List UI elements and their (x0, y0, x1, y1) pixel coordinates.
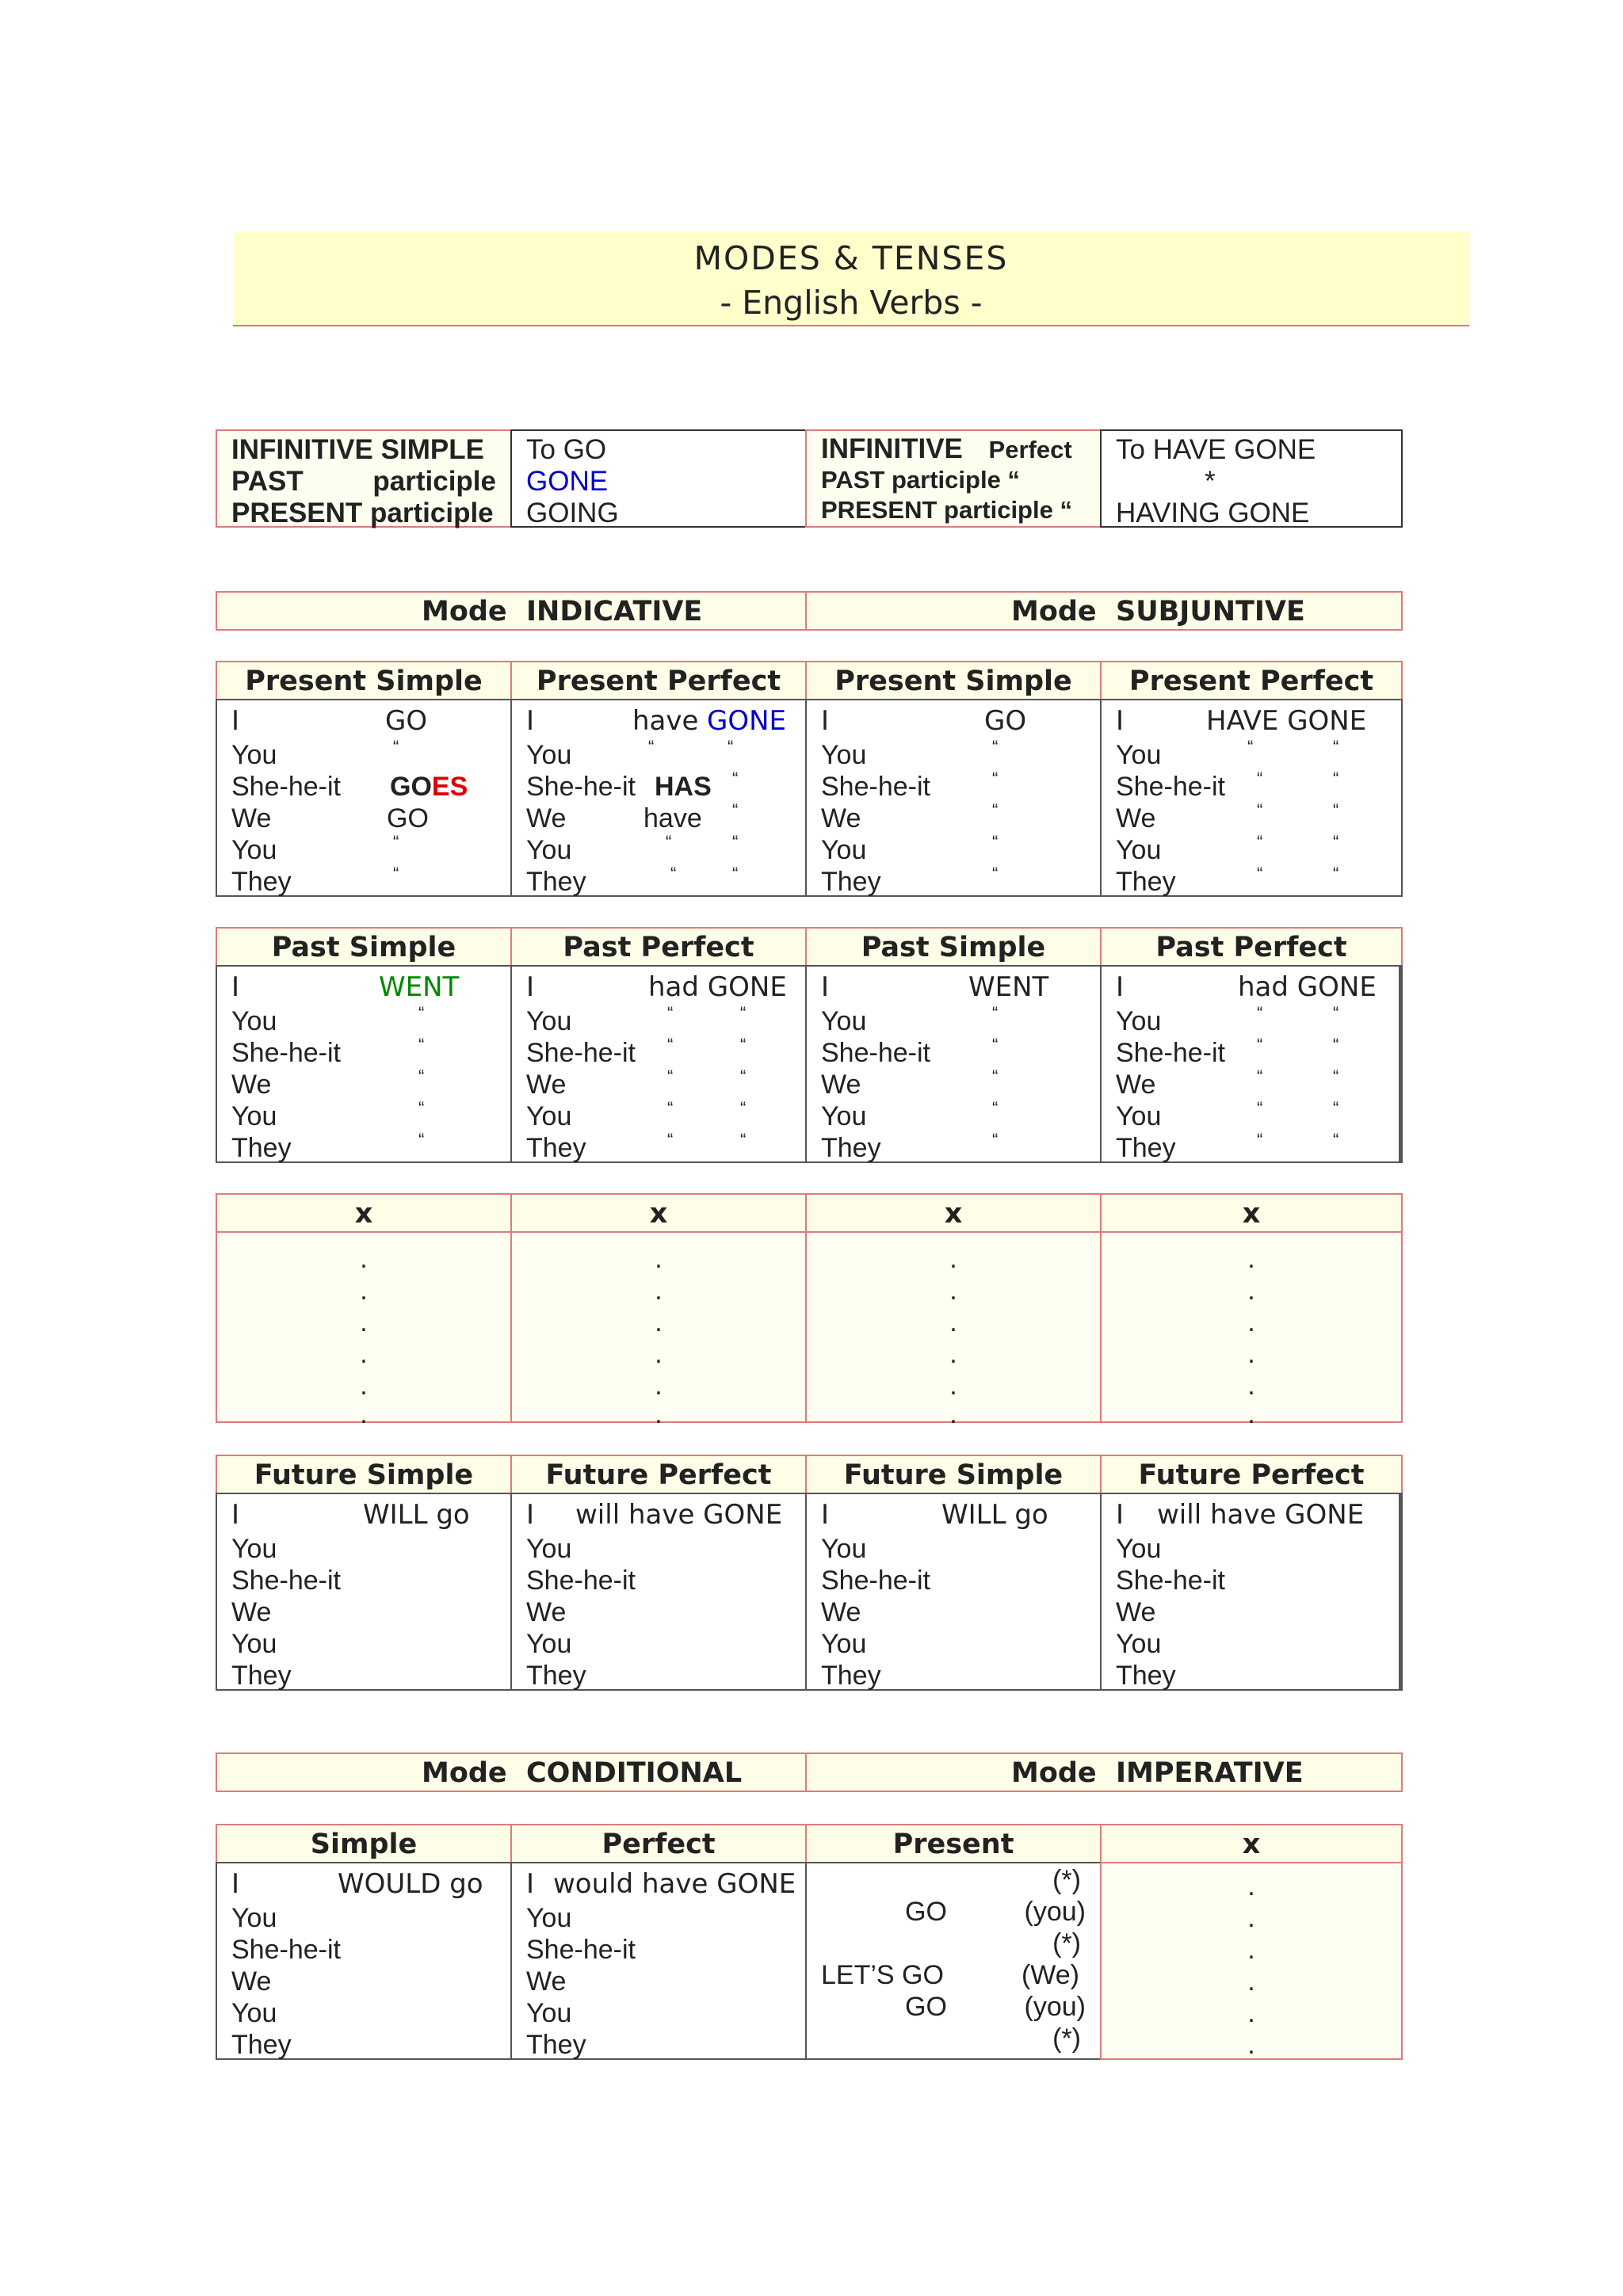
ditto-mark: “ (992, 1003, 999, 1023)
mode-name-conditional: CONDITIONAL (526, 1757, 743, 1789)
verb-will-go: WILL go (363, 1499, 470, 1531)
ditto-mark: “ (740, 1003, 747, 1023)
ditto-mark: “ (393, 737, 399, 757)
table-sub-present-simple (805, 699, 1102, 897)
pronoun-i: I (231, 1499, 240, 1531)
pronoun-you-plural: You (1116, 1101, 1162, 1131)
verb-go: GO (385, 705, 428, 737)
blank-cell-3 (805, 1231, 1102, 1429)
ditto-mark: “ (992, 1066, 999, 1086)
dot-marker: . (655, 1244, 663, 1274)
ditto-mark: “ (740, 1098, 747, 1118)
verb-goes (390, 772, 468, 803)
header-sub-past-simple: Past Simple (805, 927, 1102, 967)
dot-marker: . (1247, 1903, 1255, 1933)
infinitive-perfect-values (1100, 429, 1403, 528)
pronoun-they: They (821, 1661, 881, 1691)
ditto-mark: “ (1333, 832, 1339, 852)
ditto-mark: “ (1333, 769, 1339, 788)
blank-cell-4 (1100, 1231, 1403, 1429)
dot-marker: . (949, 1276, 957, 1306)
mode-bar-imperative (805, 1753, 1403, 1792)
ditto-mark: “ (740, 1066, 747, 1086)
pronoun-you: You (821, 1534, 867, 1564)
header-ind-past-simple: Past Simple (216, 927, 512, 967)
ditto-mark: “ (667, 1098, 674, 1118)
pronoun-you-plural: You (526, 1101, 572, 1131)
value-going: GOING (526, 498, 619, 528)
verb-went: WENT (968, 971, 1049, 1003)
ditto-mark: “ (992, 1035, 999, 1055)
pronoun-i: I (526, 971, 535, 1003)
ditto-mark: “ (418, 1098, 425, 1118)
ditto-mark: “ (1333, 800, 1339, 820)
label-infinitive-simple: INFINITIVE SIMPLE (231, 434, 484, 465)
verb-went: WENT (379, 971, 460, 1003)
pronoun-they: They (1116, 867, 1176, 897)
pronoun-i: I (821, 971, 830, 1003)
verb-goes-suffix: ES (431, 772, 468, 802)
verb-will-go: WILL go (941, 1499, 1048, 1531)
verb-go-we: GO (387, 803, 429, 833)
verb-go: GO (984, 705, 1027, 737)
pronoun-they: They (526, 2030, 586, 2060)
dot-marker: . (655, 1339, 663, 1369)
ditto-mark: “ (393, 864, 399, 883)
imp-verb: GO (905, 1897, 947, 1927)
pronoun-they: They (231, 2030, 292, 2060)
header-ind-past-perfect: Past Perfect (510, 927, 807, 967)
mode-name-indicative: INDICATIVE (526, 596, 703, 627)
pronoun-we: We (821, 1070, 861, 1100)
ditto-mark: “ (732, 769, 739, 788)
dot-marker: . (1247, 1935, 1255, 1965)
table-ind-future-perfect (510, 1493, 807, 1691)
header-sub-present-perfect: Present Perfect (1100, 661, 1403, 700)
ditto-mark: “ (992, 864, 999, 883)
dot-marker: . (655, 1307, 663, 1337)
header-ind-present-simple: Present Simple (216, 661, 512, 700)
pronoun-you: You (526, 740, 572, 770)
pronoun-they: They (1116, 1133, 1176, 1163)
dot-marker: . (360, 1399, 368, 1429)
dot-marker: . (1247, 1276, 1255, 1306)
dot-marker: . (1247, 1307, 1255, 1337)
dot-marker: . (949, 1399, 957, 1429)
dot-marker: . (949, 1371, 957, 1401)
ditto-mark: “ (1257, 800, 1263, 820)
pronoun-we: We (526, 1597, 567, 1627)
pronoun-you: You (1116, 1534, 1162, 1564)
dot-marker: . (655, 1399, 663, 1429)
ditto-mark: “ (418, 1003, 425, 1023)
pronoun-you: You (231, 1534, 277, 1564)
verb-will-have-gone: will have GONE (575, 1499, 783, 1531)
verb-had-gone: had GONE (648, 971, 787, 1003)
pronoun-you-plural: You (821, 1629, 867, 1659)
pronoun-i: I (231, 1868, 240, 1900)
ditto-mark: “ (666, 832, 672, 852)
mode-bar-conditional (216, 1753, 807, 1792)
imp-note: (*) (1052, 2023, 1081, 2054)
ditto-mark: “ (1257, 832, 1263, 852)
mode-name-subjuntive: SUBJUNTIVE (1116, 596, 1305, 627)
pronoun-you: You (526, 1903, 572, 1933)
pronoun-i: I (231, 705, 240, 737)
dot-marker: . (1247, 1998, 1255, 2028)
ditto-mark: “ (667, 1035, 674, 1055)
label-past-participle: PAST participle “ (821, 466, 1020, 494)
pronoun-they: They (526, 867, 586, 897)
ditto-mark: “ (1257, 1066, 1263, 1086)
dot-marker: . (655, 1371, 663, 1401)
pronoun-they: They (821, 867, 881, 897)
label-participle: participle (372, 466, 496, 497)
infinitive-perfect-labels (805, 429, 1102, 528)
pronoun-you: You (231, 740, 277, 770)
label-present-participle-2: PRESENT participle “ (821, 496, 1072, 524)
table-sub-future-perfect (1100, 1493, 1403, 1691)
pronoun-we: We (526, 803, 567, 833)
mode-bar-subjuntive (805, 591, 1403, 631)
imp-verb: LET’S GO (821, 1960, 944, 1990)
dot-marker: . (1247, 1871, 1255, 1901)
pronoun-she-he-it: She-he-it (231, 1566, 341, 1596)
pronoun-they: They (231, 1133, 292, 1163)
dot-marker: . (1247, 1244, 1255, 1274)
imp-note: (*) (1052, 1928, 1081, 1958)
table-ind-present-simple (216, 699, 512, 897)
pronoun-you-plural: You (526, 835, 572, 865)
table-ind-past-perfect (510, 965, 807, 1163)
pronoun-i: I (1116, 1499, 1125, 1531)
pronoun-you: You (231, 1903, 277, 1933)
ditto-mark: “ (418, 1035, 425, 1055)
header-cond-simple: Simple (216, 1824, 512, 1863)
pronoun-we: We (231, 1597, 272, 1627)
header-ind-future-simple: Future Simple (216, 1455, 512, 1494)
aux-have-we: have (643, 803, 702, 833)
mode-name-imperative: IMPERATIVE (1116, 1757, 1304, 1789)
pronoun-you-plural: You (1116, 835, 1162, 865)
infinitive-simple-values (510, 429, 807, 528)
dot-marker: . (360, 1371, 368, 1401)
pronoun-she-he-it: She-he-it (1116, 1566, 1225, 1596)
pronoun-she-he-it: She-he-it (821, 1566, 930, 1596)
mode-bar-indicative (216, 591, 807, 631)
dot-marker: . (1247, 1339, 1255, 1369)
table-ind-future-simple (216, 1493, 512, 1691)
header-blank-1: x (216, 1193, 512, 1233)
table-imp-present (805, 1862, 1102, 2060)
pronoun-you-plural: You (231, 1998, 277, 2028)
ditto-mark: “ (670, 864, 677, 883)
ditto-mark: “ (740, 1035, 747, 1055)
pronoun-we: We (821, 1597, 861, 1627)
pronoun-i: I (526, 1499, 535, 1531)
pronoun-you-plural: You (821, 1101, 867, 1131)
header-ind-present-perfect: Present Perfect (510, 661, 807, 700)
pronoun-they: They (821, 1133, 881, 1163)
ditto-mark: “ (740, 1130, 747, 1150)
table-cond-simple (216, 1862, 512, 2060)
pronoun-you: You (821, 1006, 867, 1036)
mode-label: Mode (1011, 596, 1097, 627)
value-having-gone: HAVING GONE (1116, 498, 1310, 528)
aux-have: have (632, 705, 699, 737)
imp-note: (We) (1021, 1960, 1079, 1990)
imp-note: (*) (1052, 1865, 1081, 1895)
pronoun-she-he-it: She-he-it (231, 1038, 341, 1068)
verb-had-gone: had GONE (1238, 971, 1377, 1003)
pronoun-you-plural: You (231, 1629, 277, 1659)
header-sub-past-perfect: Past Perfect (1100, 927, 1403, 967)
label-past: PAST (231, 466, 304, 497)
pronoun-we: We (231, 1070, 272, 1100)
ditto-mark: “ (648, 737, 655, 757)
dot-marker: . (949, 1307, 957, 1337)
ditto-mark: “ (1257, 1098, 1263, 1118)
header-imp-blank: x (1100, 1824, 1403, 1863)
pronoun-they: They (526, 1133, 586, 1163)
header-imp-present: Present (805, 1824, 1102, 1863)
ditto-mark: “ (992, 769, 999, 788)
header-sub-future-simple: Future Simple (805, 1455, 1102, 1494)
ditto-mark: “ (418, 1130, 425, 1150)
dot-marker: . (360, 1307, 368, 1337)
pronoun-i: I (231, 971, 240, 1003)
imp-verb: GO (905, 1992, 947, 2022)
dot-marker: . (360, 1244, 368, 1274)
aux-has: HAS (655, 772, 712, 802)
value-to-have-gone: To HAVE GONE (1116, 434, 1316, 465)
pronoun-i: I (1116, 971, 1125, 1003)
mode-label: Mode (422, 1757, 507, 1789)
table-sub-future-simple (805, 1493, 1102, 1691)
ditto-mark: “ (1333, 1003, 1339, 1023)
value-gone: GONE (526, 466, 609, 497)
verb-would-go: WOULD go (338, 1868, 483, 1900)
dot-marker: . (360, 1276, 368, 1306)
mode-label: Mode (1011, 1757, 1097, 1789)
ditto-mark: “ (667, 1066, 674, 1086)
ditto-mark: “ (1333, 1066, 1339, 1086)
ditto-mark: “ (732, 864, 739, 883)
pronoun-you-plural: You (526, 1629, 572, 1659)
pronoun-they: They (1116, 1661, 1176, 1691)
dot-marker: . (1247, 1966, 1255, 1997)
dot-marker: . (1247, 1399, 1255, 1429)
ditto-mark: “ (992, 1098, 999, 1118)
header-cond-perfect: Perfect (510, 1824, 807, 1863)
pronoun-you-plural: You (231, 835, 277, 865)
imp-note: (you) (1024, 1897, 1086, 1927)
dot-marker: . (360, 1339, 368, 1369)
pronoun-you: You (1116, 740, 1162, 770)
pronoun-you: You (231, 1006, 277, 1036)
pronoun-she-he-it: She-he-it (231, 772, 341, 802)
pronoun-she-he-it: She-he-it (821, 1038, 930, 1068)
dot-marker: . (949, 1339, 957, 1369)
ditto-mark: “ (1333, 1098, 1339, 1118)
header-blank-2: x (510, 1193, 807, 1233)
value-to-go: To GO (526, 434, 607, 465)
dot-marker: . (1247, 1371, 1255, 1401)
header-blank-3: x (805, 1193, 1102, 1233)
table-ind-present-perfect (510, 699, 807, 897)
ditto-mark: “ (667, 1130, 674, 1150)
value-asterisk: * (1205, 466, 1216, 497)
table-ind-past-simple (216, 965, 512, 1163)
ditto-mark: “ (1257, 1003, 1263, 1023)
pronoun-we: We (231, 1966, 272, 1997)
label-present-participle: PRESENT participle (231, 498, 494, 528)
pronoun-she-he-it: She-he-it (526, 772, 636, 802)
pronoun-they: They (231, 867, 292, 897)
pronoun-you: You (526, 1006, 572, 1036)
dot-marker: . (1247, 2030, 1255, 2060)
ditto-mark: “ (393, 832, 399, 852)
pronoun-they: They (231, 1661, 292, 1691)
verb-would-have-gone: would have GONE (553, 1868, 796, 1900)
pronoun-you: You (1116, 1006, 1162, 1036)
pronoun-i: I (1116, 705, 1125, 737)
table-imp-blank (1100, 1862, 1403, 2060)
dot-marker: . (949, 1244, 957, 1274)
table-cond-perfect (510, 1862, 807, 2060)
ditto-mark: “ (1257, 1035, 1263, 1055)
pronoun-i: I (821, 705, 830, 737)
ditto-mark: “ (667, 1003, 674, 1023)
ditto-mark: “ (1333, 1035, 1339, 1055)
pronoun-she-he-it: She-he-it (526, 1935, 636, 1965)
ditto-mark: “ (1257, 1130, 1263, 1150)
ditto-mark: “ (732, 800, 739, 820)
ditto-mark: “ (1257, 864, 1263, 883)
pronoun-you: You (821, 740, 867, 770)
page-subtitle: - English Verbs - (720, 284, 983, 322)
header-sub-future-perfect: Future Perfect (1100, 1455, 1403, 1494)
pronoun-we: We (1116, 1070, 1156, 1100)
ditto-mark: “ (732, 832, 739, 852)
pronoun-you-plural: You (1116, 1629, 1162, 1659)
ditto-mark: “ (418, 1066, 425, 1086)
verb-goes-base: GO (390, 772, 432, 802)
ditto-mark: “ (1333, 737, 1339, 757)
pronoun-she-he-it: She-he-it (231, 1935, 341, 1965)
pronoun-you-plural: You (526, 1998, 572, 2028)
pronoun-we: We (821, 803, 861, 833)
table-sub-past-perfect (1100, 965, 1403, 1163)
infinitive-simple-labels (216, 429, 512, 528)
ditto-mark: “ (992, 737, 999, 757)
header-ind-future-perfect: Future Perfect (510, 1455, 807, 1494)
pronoun-she-he-it: She-he-it (1116, 1038, 1225, 1068)
table-sub-present-perfect (1100, 699, 1403, 897)
mode-label: Mode (422, 596, 507, 627)
verb-will-have-gone: will have GONE (1157, 1499, 1365, 1531)
ditto-mark: “ (1333, 864, 1339, 883)
pronoun-you-plural: You (821, 835, 867, 865)
pronoun-we: We (526, 1966, 567, 1997)
header-blank-4: x (1100, 1193, 1403, 1233)
imp-note: (you) (1024, 1992, 1086, 2022)
ditto-mark: “ (727, 737, 734, 757)
pronoun-she-he-it: She-he-it (1116, 772, 1225, 802)
title-banner (233, 231, 1469, 326)
pronoun-we: We (231, 803, 272, 833)
ditto-mark: “ (992, 1130, 999, 1150)
verb-have-gone: HAVE GONE (1206, 705, 1367, 737)
page-title: MODES & TENSES (693, 239, 1009, 277)
pronoun-we: We (526, 1070, 567, 1100)
pronoun-i: I (526, 705, 535, 737)
table-sub-past-simple (805, 965, 1102, 1163)
pronoun-i: I (526, 1868, 535, 1900)
ditto-mark: “ (992, 800, 999, 820)
ditto-mark: “ (992, 832, 999, 852)
pronoun-you: You (526, 1534, 572, 1564)
dot-marker: . (655, 1276, 663, 1306)
verb-gone: GONE (707, 705, 787, 737)
blank-cell-1 (216, 1231, 512, 1429)
blank-cell-2 (510, 1231, 807, 1429)
pronoun-we: We (1116, 1597, 1156, 1627)
pronoun-she-he-it: She-he-it (526, 1038, 636, 1068)
ditto-mark: “ (1257, 769, 1263, 788)
ditto-mark: “ (1247, 737, 1254, 757)
label-infinitive: INFINITIVE (821, 433, 963, 464)
pronoun-you-plural: You (231, 1101, 277, 1131)
ditto-mark: “ (1333, 1130, 1339, 1150)
header-sub-present-simple: Present Simple (805, 661, 1102, 700)
pronoun-they: They (526, 1661, 586, 1691)
pronoun-she-he-it: She-he-it (526, 1566, 636, 1596)
pronoun-we: We (1116, 803, 1156, 833)
label-perfect: Perfect (988, 436, 1072, 463)
pronoun-she-he-it: She-he-it (821, 772, 930, 802)
pronoun-i: I (821, 1499, 830, 1531)
